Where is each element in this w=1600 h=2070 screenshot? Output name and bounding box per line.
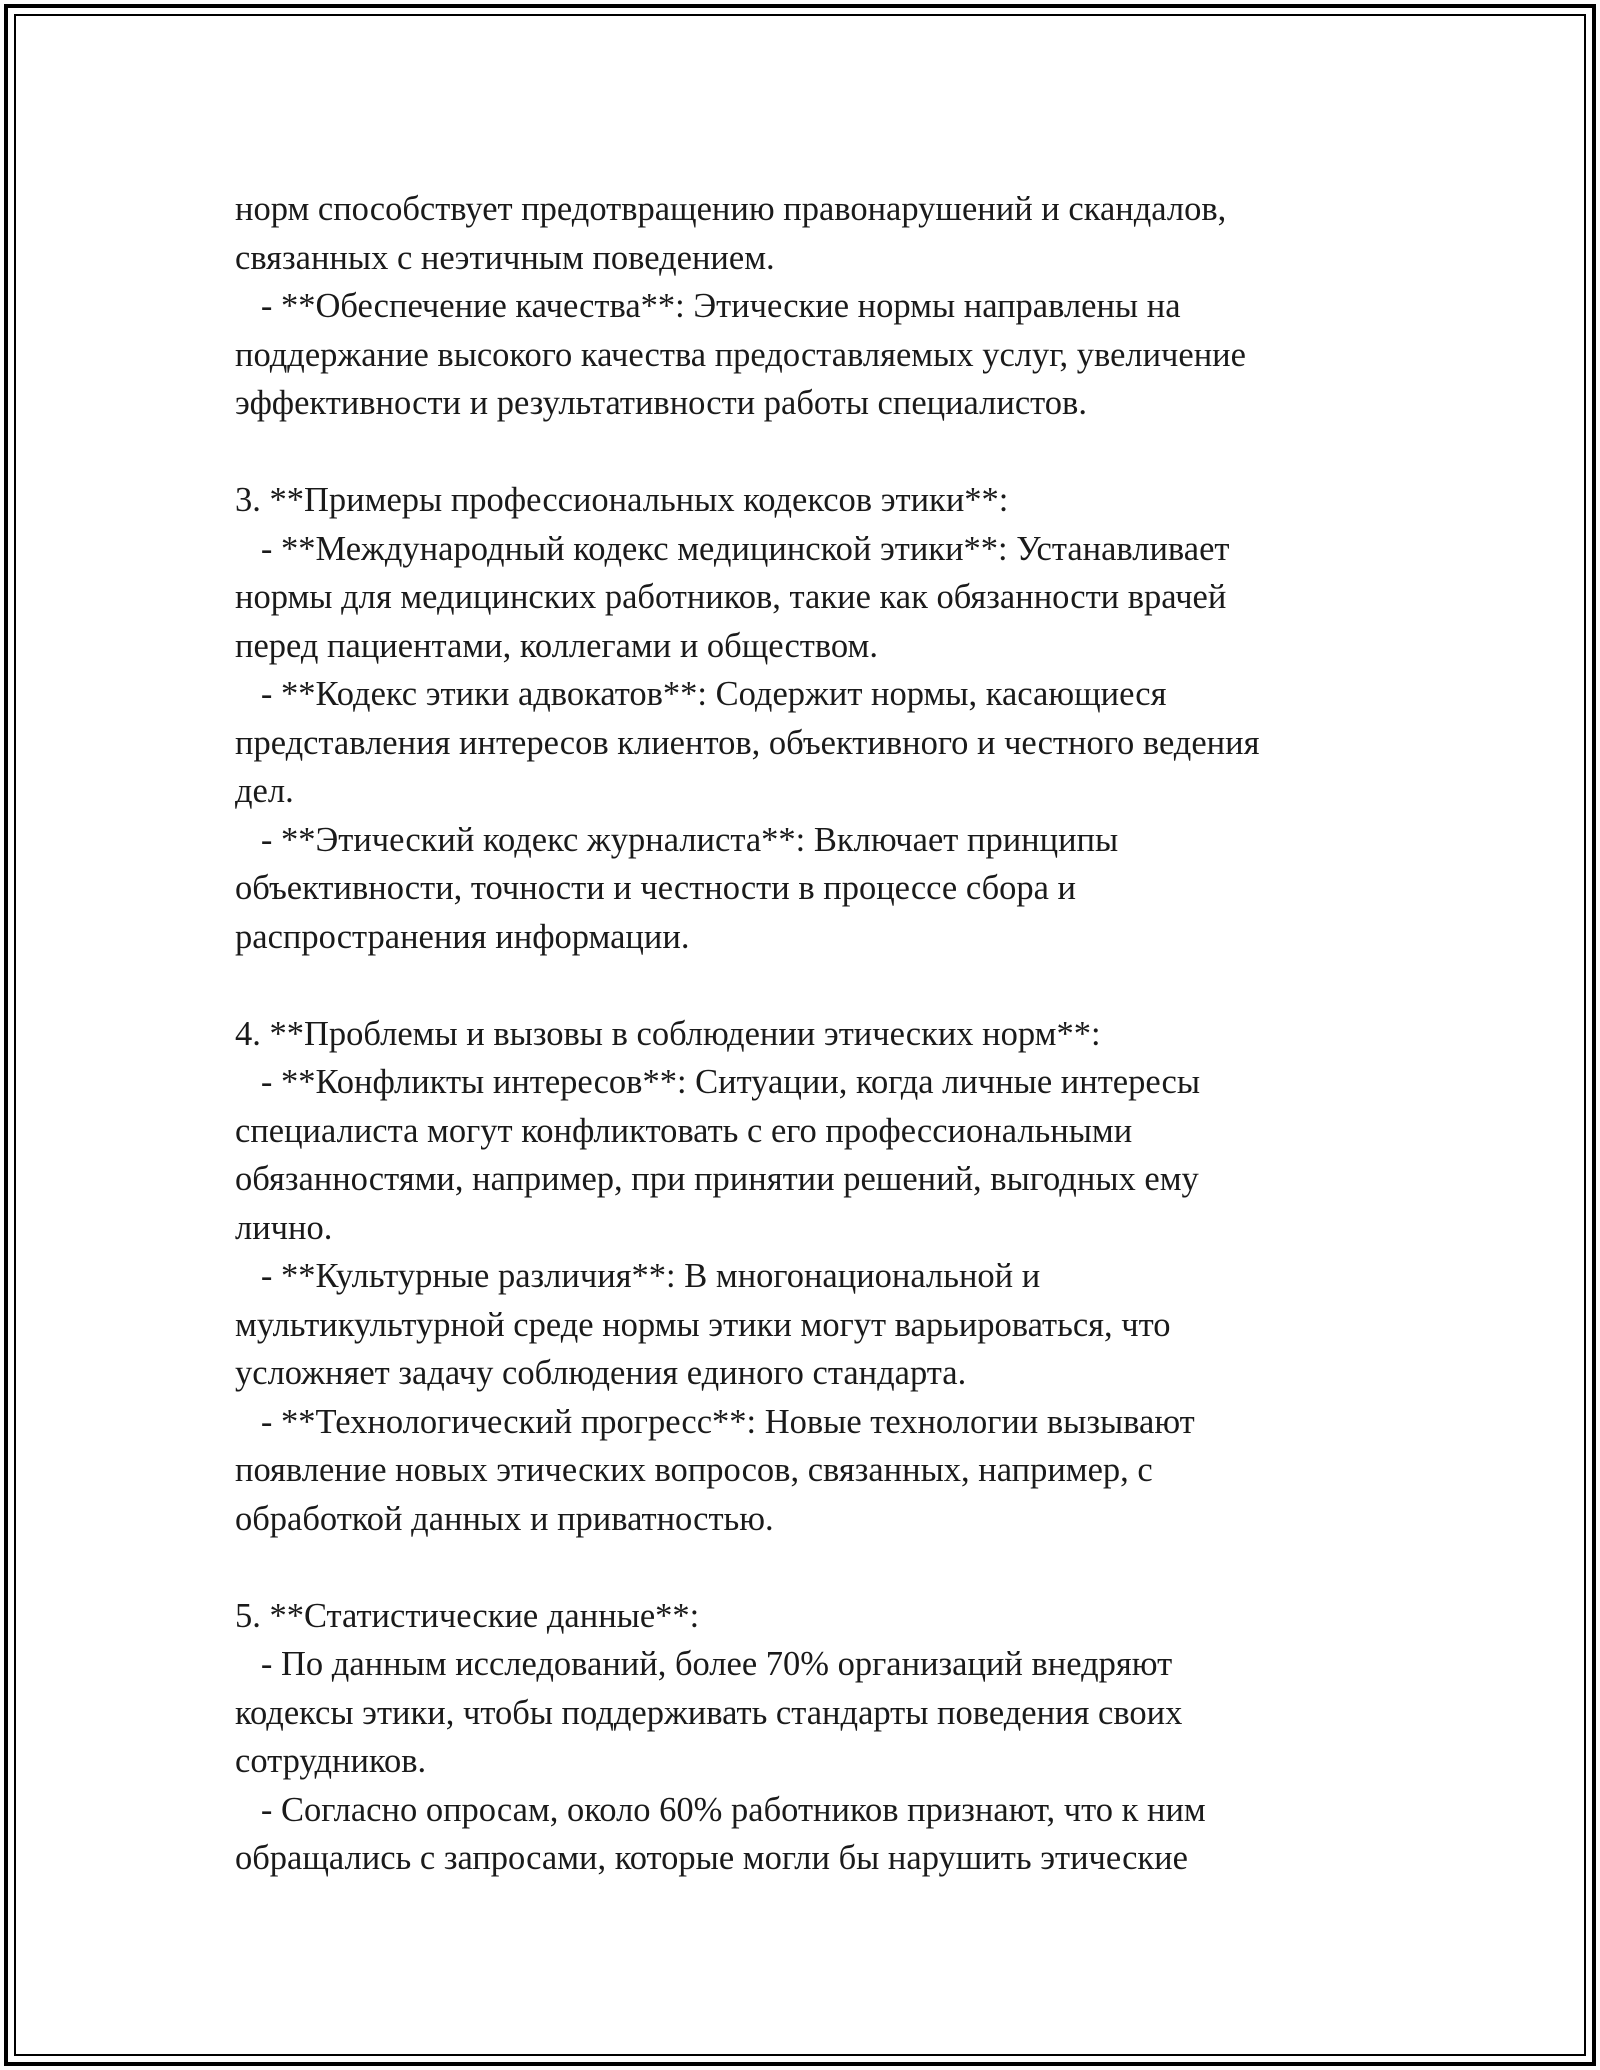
section-heading: 4. **Проблемы и вызовы в соблюдении этических норм**:: [235, 1014, 1101, 1053]
text-line: - **Этический кодекс журналиста**: Включает принципы: [235, 820, 1119, 859]
text-line: обращались с запросами, которые могли бы нарушить этические: [235, 1839, 1188, 1877]
text-line: мультикультурной среде нормы этики могут варьироваться, что: [235, 1305, 1171, 1344]
text-line: - **Культурные различия**: В многонациональной и: [235, 1257, 1041, 1295]
text-line: эффективности и результативности работы специалистов.: [235, 384, 1087, 422]
blank-line: [235, 1543, 1435, 1592]
text-line: - **Кодекс этики адвокатов**: Содержит нормы, касающиеся: [235, 675, 1167, 713]
text-line: - По данным исследований, более 70% организаций внедряют: [235, 1645, 1173, 1683]
text-line: - **Конфликты интересов**: Ситуации, когда личные интересы: [235, 1063, 1201, 1101]
text-line: представления интересов клиентов, объективного и честного ведения: [235, 723, 1260, 762]
text-line: сотрудников.: [235, 1742, 427, 1780]
text-line: - **Международный кодекс медицинской этики**: Устанавливает: [235, 529, 1230, 568]
text-line: распространения информации.: [235, 917, 690, 956]
text-line: кодексы этики, чтобы поддерживать стандарты поведения своих: [235, 1693, 1183, 1732]
text-line: усложняет задачу соблюдения единого стандарта.: [235, 1354, 967, 1392]
section-heading: 3. **Примеры профессиональных кодексов этики**:: [235, 481, 1009, 519]
blank-line: [235, 961, 1435, 1010]
text-line: появление новых этических вопросов, связанных, например, с: [235, 1451, 1153, 1489]
text-line: обязанностями, например, при принятии решений, выгодных ему: [235, 1160, 1199, 1198]
text-line: обработкой данных и приватностью.: [235, 1499, 774, 1538]
text-line: - Согласно опросам, около 60% работников признают, что к ним: [235, 1790, 1206, 1829]
blank-line: [235, 428, 1435, 477]
text-line: поддержание высокого качества предоставляемых услуг, увеличение: [235, 335, 1246, 374]
text-line: - **Технологический прогресс**: Новые технологии вызывают: [235, 1402, 1195, 1441]
text-line: - **Обеспечение качества**: Этические нормы направлены на: [235, 287, 1181, 325]
text-line: связанных с неэтичным поведением.: [235, 238, 775, 277]
document-text: [235, 185, 1435, 1883]
text-line: перед пациентами, коллегами и обществом.: [235, 626, 878, 665]
text-line: объективности, точности и честности в процессе сбора и: [235, 869, 1077, 907]
text-line: лично.: [235, 1208, 333, 1247]
text-line: специалиста могут конфликтовать с его профессиональными: [235, 1111, 1133, 1150]
text-line: нормы для медицинских работников, такие как обязанности врачей: [235, 578, 1227, 616]
text-line: норм способствует предотвращению правонарушений и скандалов,: [235, 190, 1227, 228]
text-line: дел.: [235, 772, 294, 810]
section-heading: 5. **Статистические данные**:: [235, 1596, 700, 1635]
